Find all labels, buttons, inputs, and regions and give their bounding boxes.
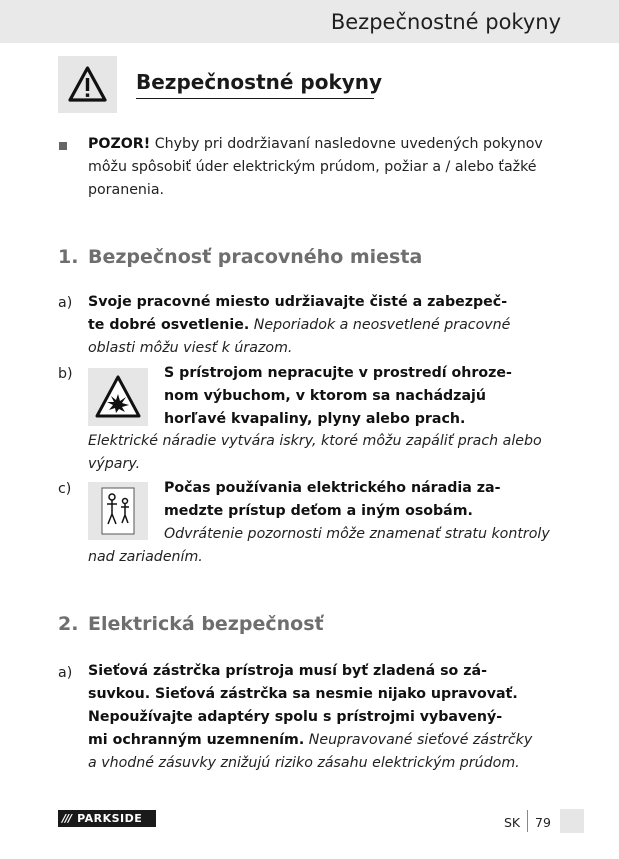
logo-text: PARKSIDE	[77, 812, 143, 825]
parkside-logo	[58, 810, 156, 827]
item-1c-italic-1: Odvrátenie pozornosti môže znamenať stratu kontroly	[164, 526, 550, 542]
bullet-square	[59, 142, 67, 150]
heading-underline	[136, 98, 374, 99]
page-number: 79	[535, 815, 551, 830]
item-2a-bold-4: mi ochranným uzemnením.	[88, 732, 305, 748]
warning-triangle-icon	[58, 56, 117, 113]
footer-page-tab	[560, 809, 584, 833]
keep-children-away-icon	[88, 482, 148, 540]
item-1a-bold-2: te dobré osvetlenie.	[88, 317, 250, 333]
item-1b-bold-1: S prístrojom nepracujte v prostredí ohroze-	[164, 365, 512, 381]
item-1a-bold-1: Svoje pracovné miesto udržiavajte čisté a zabezpeč-	[88, 294, 508, 310]
item-1b-italic-text	[88, 430, 542, 476]
item-2a-label: a)	[58, 665, 73, 681]
item-1a-label: a)	[58, 295, 73, 311]
item-1b-italic-2: výpary.	[88, 456, 141, 472]
item-2a-bold-2: suvkou. Sieťová zástrčka sa nesmie nijako upravovať.	[88, 686, 518, 702]
explosion-hazard-icon-box	[88, 368, 148, 426]
item-1b-label: b)	[58, 366, 73, 382]
main-heading: Bezpečnostné pokyny	[136, 70, 383, 94]
item-1b-bold-text	[164, 362, 512, 431]
page-header	[0, 0, 619, 43]
item-2a-italic-5: a vhodné zásuvky znižujú riziko zásahu elektrickým prúdom.	[88, 755, 520, 771]
item-2a-bold-1: Sieťová zástrčka prístroja musí byť zladená so zá-	[88, 663, 487, 679]
header-title: Bezpečnostné pokyny	[330, 10, 561, 34]
keep-children-away-icon-box	[88, 482, 148, 540]
item-1b-bold-2: nom výbuchom, v ktorom sa nachádzajú	[164, 388, 486, 404]
item-1c-italic-2: nad zariadením.	[88, 549, 203, 565]
item-1c-bold-1: Počas používania elektrického náradia za-	[164, 480, 501, 496]
warning-icon-box	[58, 56, 117, 113]
section-1-title: Bezpečnosť pracovného miesta	[88, 246, 423, 268]
item-1c-label: c)	[58, 481, 72, 497]
intro-line-3: poranenia.	[88, 182, 165, 198]
item-1c-continuation	[88, 546, 203, 569]
item-1b-italic-1: Elektrické náradie vytvára iskry, ktoré môžu zapáliť prach alebo	[88, 433, 542, 449]
item-1a-italic-2: Neporiadok a neosvetlené pracovné	[249, 317, 511, 333]
intro-line-2: môžu spôsobiť úder elektrickým prúdom, požiar a / alebo ťažké	[88, 159, 537, 175]
section-1-heading	[58, 246, 422, 268]
item-2a-italic-4: Neupravované sieťové zástrčky	[304, 732, 533, 748]
footer-divider	[527, 810, 528, 832]
item-2a-bold-3: Nepoužívajte adaptéry spolu s prístrojmi vybavený-	[88, 709, 503, 725]
item-1a-italic-3: oblasti môžu viesť k úrazom.	[88, 340, 293, 356]
language-code: SK	[504, 815, 521, 830]
explosion-hazard-icon	[88, 368, 148, 426]
item-1c-text	[164, 477, 550, 546]
section-2-number: 2.	[58, 613, 79, 635]
item-1c-bold-2: medzte prístup deťom a iným osobám.	[164, 503, 473, 519]
item-1a-text	[88, 291, 510, 360]
section-2-heading	[58, 613, 324, 635]
item-2a-text	[88, 660, 532, 775]
section-2-title: Elektrická bezpečnosť	[88, 613, 324, 635]
intro-warning-label: POZOR!	[88, 136, 151, 152]
intro-line-1: Chyby pri dodržiavaní nasledovne uvedených pokynov	[150, 136, 543, 152]
item-1b-bold-3: horľavé kvapaliny, plyny alebo prach.	[164, 411, 466, 427]
logo-slashes: ///	[62, 812, 72, 825]
intro-paragraph	[88, 133, 543, 202]
section-1-number: 1.	[58, 246, 79, 268]
